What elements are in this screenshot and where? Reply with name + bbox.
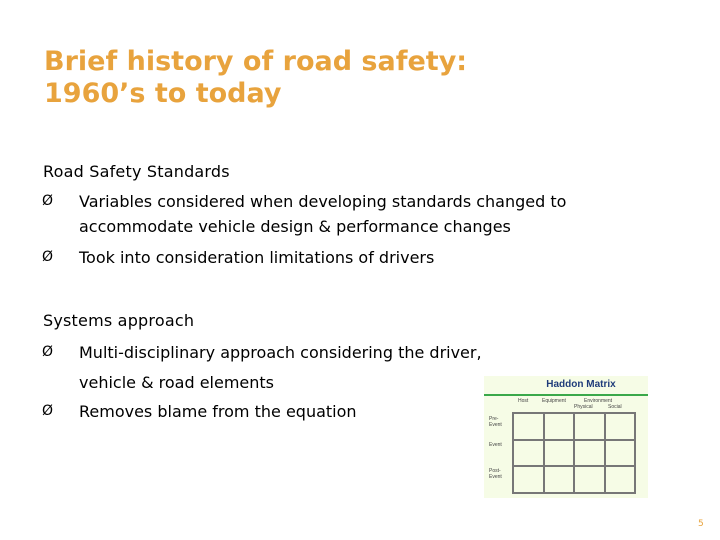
matrix-row-label [489,416,502,428]
matrix-row-label [489,468,502,480]
bullet-text-line: Removes blame from the equation [79,402,357,421]
bullet-text [79,399,357,424]
matrix-row-label-line: Post- [489,468,501,474]
matrix-column-header: Host [518,398,529,404]
title-line-1: Brief history of road safety: [44,46,468,77]
matrix-row-label [489,442,502,448]
matrix-title: Haddon Matrix [546,379,616,390]
matrix-column-header: Environment [584,398,613,404]
bullet-text [79,245,434,270]
matrix-cell [544,440,575,467]
matrix-row-label-line: Event [489,474,502,480]
matrix-row-label-line: Event [489,422,502,428]
matrix-cell [605,413,636,440]
matrix-grid [512,412,636,494]
matrix-column-header: Physical [574,404,593,410]
matrix-cell [544,466,575,493]
matrix-cell [513,413,544,440]
arrow-bullet-icon: Ø [42,344,54,360]
bullet-text [79,189,566,239]
bullet-text-line: Multi-disciplinary approach considering the driver, [79,343,482,362]
matrix-cell [513,440,544,467]
matrix-cell [574,440,605,467]
matrix-cell [513,466,544,493]
matrix-cell [574,466,605,493]
section-heading-systems-approach: Systems approach [43,311,195,330]
arrow-bullet-icon: Ø [42,249,54,265]
bullet-text-line: accommodate vehicle design & performance changes [79,217,511,236]
section-heading-road-safety-standards: Road Safety Standards [43,162,230,181]
matrix-row-label-line: Pre- [489,416,499,422]
matrix-title-rule [484,394,648,396]
matrix-row-label-line: Event [489,442,502,448]
matrix-cell [544,413,575,440]
bullet-text-line: Took into consideration limitations of drivers [79,248,435,267]
bullet-text-line: vehicle & road elements [79,373,275,392]
matrix-cell [605,466,636,493]
haddon-matrix-figure [484,376,648,498]
arrow-bullet-icon: Ø [42,403,54,419]
bullet-text [79,340,482,395]
matrix-column-header: Social [608,404,622,410]
arrow-bullet-icon: Ø [42,193,54,209]
matrix-cell [574,413,605,440]
bullet-text-line: Variables considered when developing standards changed to [79,192,567,211]
slide-title [44,46,664,110]
title-line-2: 1960’s to today [44,78,282,109]
page-number: 5 [698,519,704,529]
matrix-column-header: Equipment [542,398,566,404]
matrix-cell [605,440,636,467]
